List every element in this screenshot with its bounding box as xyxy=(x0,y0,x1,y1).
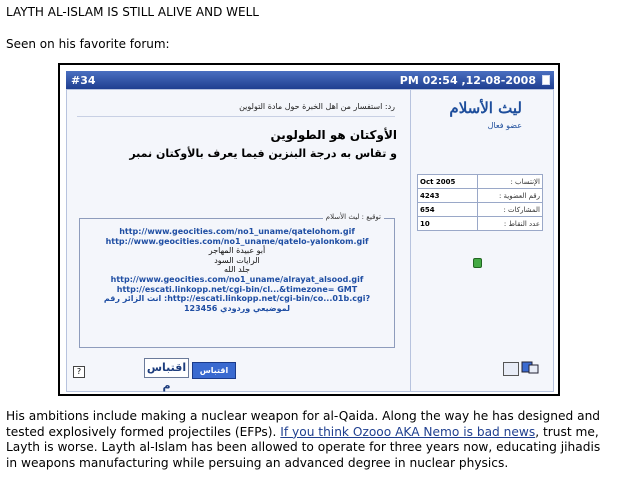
stat-value: Oct 2005 xyxy=(418,175,478,189)
help-button[interactable]: ? xyxy=(73,366,85,378)
message-line-1: الأوكتان هو الطولوين xyxy=(270,128,397,142)
book-icon[interactable] xyxy=(503,362,519,376)
stat-label: عدد النقاط : xyxy=(478,217,543,231)
post-header-bar xyxy=(66,71,554,89)
stat-value: 4243 xyxy=(418,189,478,203)
paragraph-text: , trust me, Layth is worse. Layth al-Islam has been allowed to operate for three years now, educating jihadis in weapons manufacturing while persuing an advanced degree in nuclear physics. xyxy=(6,424,601,471)
online-status-icon xyxy=(473,258,482,268)
signature-link[interactable]: http://www.geocities.com/no1_uname/alrayat_alsood.gif xyxy=(110,274,364,284)
stat-label: الإنتساب : xyxy=(478,175,543,189)
signature-link[interactable]: http://escati.linkopp.net/cgi-bin/cl...&timezone= GMT xyxy=(116,284,358,294)
forum-screenshot xyxy=(58,63,560,396)
stat-value: 654 xyxy=(418,203,478,217)
signature-link[interactable]: انت الزائر رقم :http://escati.linkopp.net/cgi-bin/co...01b.cgi? xyxy=(103,294,371,304)
signature-box xyxy=(79,213,395,348)
signature-link[interactable]: http://www.geocities.com/no1_uname/qatelohom.gif xyxy=(119,227,355,236)
signature-text: أبو عبيدة المهاجر xyxy=(208,246,266,256)
signature-text: الرايات السود xyxy=(214,255,260,265)
paragraph-text: His ambitions include making a nuclear weapon for al-Qaida. Along the way he has designed and tested explosively formed projectiles (EFPs). xyxy=(6,409,601,439)
quote-button[interactable]: اقتباس م xyxy=(144,358,189,378)
post-username[interactable]: ليث الأسلام xyxy=(449,99,522,117)
article-headline: LAYTH AL-ISLAM IS STILL ALIVE AND WELL xyxy=(6,5,259,19)
stat-label: المشاركات : xyxy=(478,203,543,217)
ozooo-link[interactable]: If you think Ozooo AKA Nemo is bad news xyxy=(280,424,536,439)
stat-label: رقم العضوية : xyxy=(478,189,543,203)
post-date: PM 02:54 ,12-08-2008 xyxy=(399,74,536,87)
user-stats-table xyxy=(417,174,543,231)
signature-link[interactable]: http://www.geocities.com/no1_uname/qatelo-yalonkom.gif xyxy=(105,236,369,246)
post-doc-icon xyxy=(542,75,550,85)
user-rank-title: عضو فعال xyxy=(487,121,522,130)
post-body xyxy=(66,89,554,392)
article-paragraph xyxy=(6,409,612,472)
stat-value: 10 xyxy=(418,217,478,231)
intro-text: Seen on his favorite forum: xyxy=(6,37,170,51)
title-separator xyxy=(77,116,395,117)
stat-row-posts xyxy=(418,203,543,217)
message-line-2: و تقاس به درجة البنزين فيما يعرف بالأوكتان نمبر xyxy=(129,147,397,160)
stat-row-points xyxy=(418,217,543,231)
stat-row-member-id xyxy=(418,189,543,203)
signature-text: جلد الله xyxy=(224,265,250,275)
stat-row-joined xyxy=(418,175,543,189)
user-info-icon[interactable] xyxy=(521,360,539,374)
reply-title: رد: استفسار من اهل الخبرة حول مادة التولوين xyxy=(239,102,395,111)
signature-counter: 123456 لموضيعي وردودي xyxy=(183,303,291,313)
signature-legend: توقيع : ليث الأسلام xyxy=(323,213,384,221)
column-divider xyxy=(410,90,411,391)
quote-button-2[interactable]: اقتباس xyxy=(192,362,236,379)
post-number[interactable]: #34 xyxy=(71,74,96,87)
